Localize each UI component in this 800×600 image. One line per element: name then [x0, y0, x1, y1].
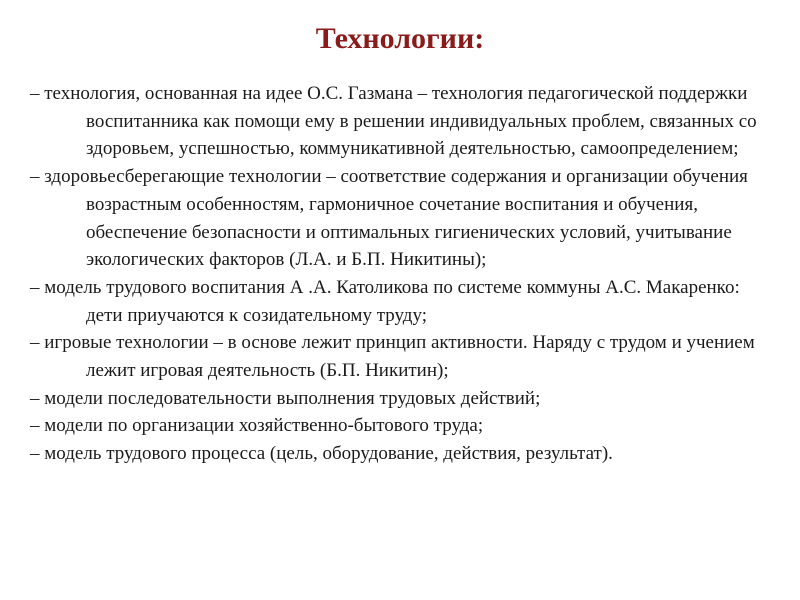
- list-item-game-technologies: – игровые технологии – в основе лежит принцип активности. Наряду с трудом и учением лежит игровая деятельность (Б.П. Никитин);: [30, 332, 755, 382]
- list-item-labor-process-model: – модель трудового процесса (цель, оборудование, действия, результат).: [30, 443, 613, 465]
- technology-list: [30, 80, 780, 468]
- list-item-household-labor-models: – модели по организации хозяйственно-бытового труда;: [30, 415, 484, 437]
- list-item-sequence-models: – модели последовательности выполнения трудовых действий;: [30, 387, 541, 409]
- slide-title: Технологии:: [315, 22, 485, 55]
- list-item-labor-education-model: – модель трудового воспитания А .А. Католикова по системе коммуны А.С. Макаренко: дети приучаются к созидательному труду;: [30, 276, 740, 326]
- list-item-health-saving: – здоровьесберегающие технологии – соответствие содержания и организации обучения возрастным особенностям, гармоничное сочетание воспитания и обучения, обеспечение безопасности и оптимальных гигиенических условий, учитывание экологических факторов (Л.А. и Б.П. Никитины);: [30, 166, 748, 271]
- list-item-gazman: – технология, основанная на идее О.С. Газмана – технология педагогической поддержки воспитанника как помощи ему в решении индивидуальных проблем, связанных со здоровьем, успешностью, коммуникативной деятельностью, самоопределением;: [30, 83, 757, 160]
